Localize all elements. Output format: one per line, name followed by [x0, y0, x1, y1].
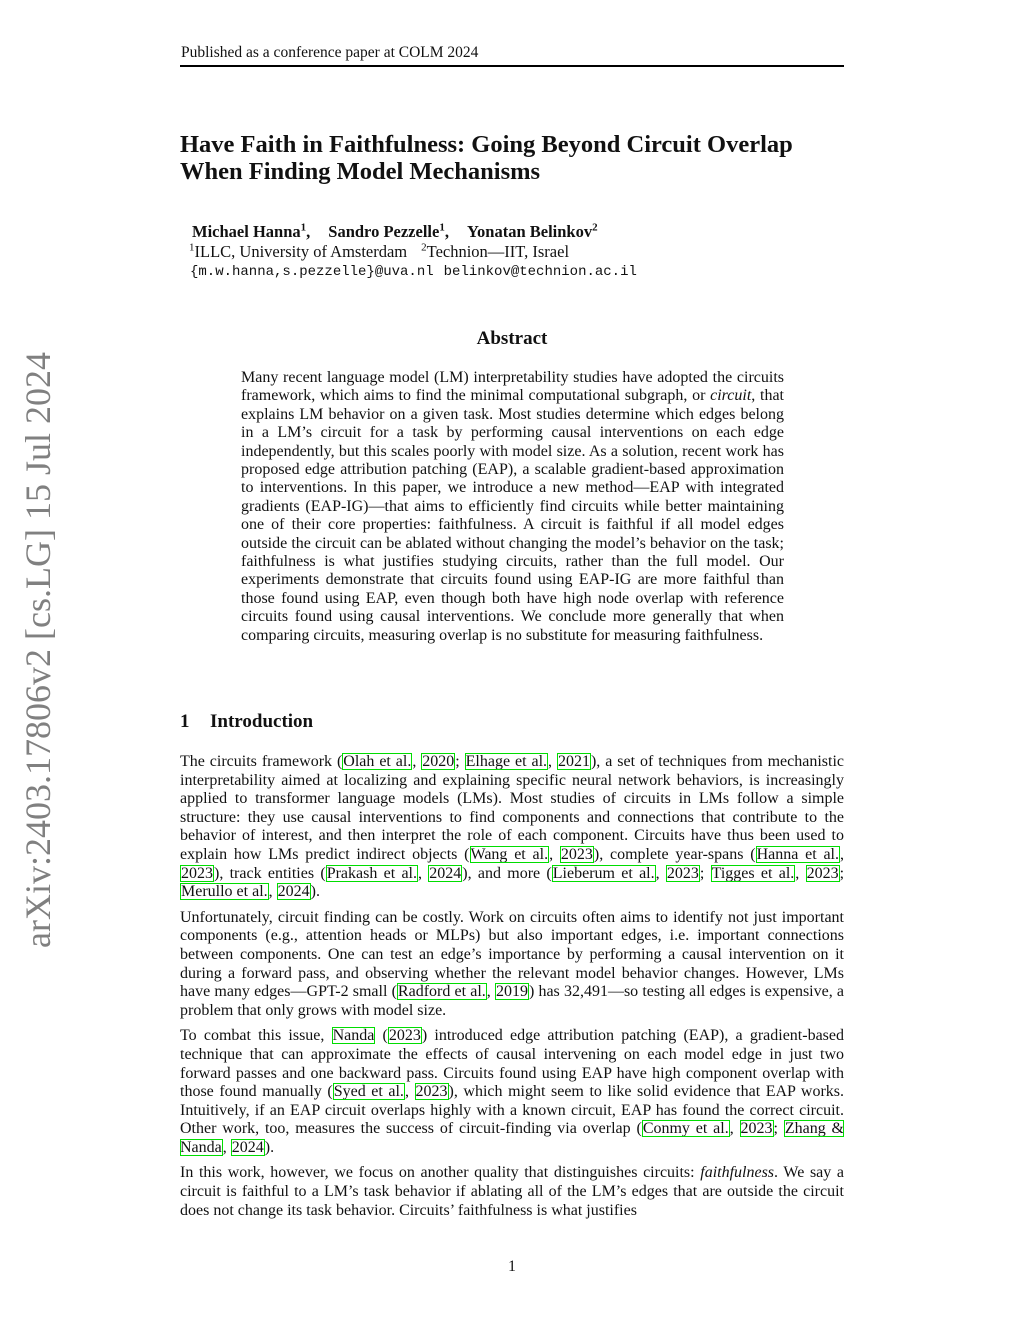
author-name: Sandro Pezzelle: [328, 222, 440, 241]
text: ,: [418, 864, 429, 882]
text: Unfortunately, circuit finding can be costly. Work on circuits often aims to identify not just important components (e.g., attention heads or MLPs) but also important edges, i.e. important connections between components. One can test an edge’s importance by performing a causal intervention on it during a forward pass, and observing whether the relevant model behavior changes. However, LMs have many edges—GPT-2 small (: [180, 908, 844, 1001]
citation-link[interactable]: Wang et al.: [470, 845, 549, 863]
page-number: 1: [508, 1258, 516, 1275]
text: ,: [548, 753, 557, 770]
text: ;: [773, 1120, 784, 1138]
text: In this work, however, we focus on another quality that distinguishes circuits:: [180, 1164, 701, 1182]
citation-link[interactable]: 2023: [181, 864, 213, 882]
paragraph: [180, 1164, 844, 1220]
text: ,: [412, 753, 422, 770]
citation-link[interactable]: 2023: [560, 845, 593, 863]
text: ), and more (: [462, 864, 552, 882]
citation-link[interactable]: 2019: [495, 983, 528, 1001]
citation-link[interactable]: 2023: [740, 1120, 773, 1138]
author-name: Michael Hanna: [192, 222, 301, 241]
abstract-heading: Abstract: [476, 328, 548, 349]
text: ) introduced edge attribution patching (EAP), a gradient-based technique that can approximate the effects of causal intervening on each model edge in just two forward passes and one backward pass. Circuits found using EAP have high component overlap with those found manually (: [180, 1027, 844, 1101]
section-heading: [180, 711, 313, 733]
author-names: Michael Hanna$^1$, Sandro Pezzelle$^1$, Yonatan Belinkov$^2$: [192, 221, 598, 241]
citation-link[interactable]: Prakash et al.: [326, 864, 417, 882]
author-affil-mark: 2: [592, 221, 598, 234]
text: ;: [455, 753, 465, 770]
citation-link[interactable]: Zhang & Nanda: [180, 1120, 845, 1156]
citation-link[interactable]: 2021: [557, 753, 590, 770]
italic-term: faithfulness: [700, 1164, 775, 1182]
text: ,: [404, 1083, 415, 1101]
section-number: 1: [180, 711, 190, 732]
text: ), track entities (: [214, 864, 326, 882]
citation-link[interactable]: 2024: [231, 1138, 264, 1156]
section-title: Introduction: [210, 711, 314, 732]
affil-mark: 2: [421, 241, 427, 254]
paragraph: [180, 753, 844, 902]
citation-link[interactable]: 2020: [422, 753, 455, 770]
text: ,: [655, 864, 666, 882]
paragraph: [180, 909, 844, 1021]
affil-mark: 1: [189, 241, 195, 254]
text: (: [375, 1027, 388, 1045]
citation-link[interactable]: Hanna et al.: [756, 845, 840, 863]
header-rule: [180, 65, 844, 67]
paper-title: [180, 131, 860, 185]
text: To combat this issue,: [180, 1027, 332, 1045]
text: ;: [699, 864, 711, 882]
email: {m.w.hanna,s.pezzelle}@uva.nl: [190, 264, 434, 280]
author-affil-mark: 1: [300, 221, 307, 234]
running-header: Published as a conference paper at COLM 2024: [181, 44, 479, 61]
affiliation: Technion—IIT, Israel: [426, 242, 570, 261]
author-name: Yonatan Belinkov: [466, 222, 593, 241]
email: belinkov@technion.ac.il: [443, 264, 637, 280]
arxiv-identifier: arXiv:2403.17806v2 [cs.LG] 15 Jul 2024: [18, 352, 58, 948]
text: ).: [310, 883, 320, 901]
text: ,: [549, 845, 560, 863]
citation-link[interactable]: Lieberum et al.: [552, 864, 655, 882]
citation-link[interactable]: 2023: [806, 864, 839, 882]
title-line-1: Have Faith in Faithfulness: Going Beyond Circuit Overlap: [180, 131, 793, 158]
introduction-body: [180, 753, 844, 1227]
text: ), a set of techniques from mechanistic interpretability aimed at localizing and explaining specific neural network behaviors, is increasingly applied to transformer language models (LMs). Most studies of circuits in LMs follow a simple structure: they use causal interventions to find components and connections that contribute to the behavior of interest, and then interpret the role of each component. Circuits have thus been used to explain how LMs predict indirect objects (: [180, 753, 845, 863]
text: ) has 32,491—so testing all edges is expensive, a problem that only grows with model size.: [180, 983, 844, 1019]
abstract-text-part: , that explains LM behavior on a given task. Most studies determine which edges belong in a LM’s circuit for a task by performing causal interventions on each edge independently, but this scales poorly with model size. As a solution, recent work has proposed edge attribution patching (EAP), a scalable gradient-based approximation to interventions. In this paper, we introduce a new method—EAP with integrated gradients (EAP-IG)—that aims to efficiently find circuits while better maintaining one of their core properties: faithfulness. A circuit is faithful if all model edges outside the circuit can be ablated without changing the model’s behavior on the task; faithfulness is what justifies studying circuits, rather than the full model. Our experiments demonstrate that circuits found using EAP-IG are more faithful than those found using EAP, even though both have high node overlap with reference circuits found using causal interventions. We conclude more generally that when comparing circuits, measuring overlap is no substitute for measuring faithfulness.: [241, 387, 784, 644]
citation-link[interactable]: Merullo et al.: [181, 883, 268, 901]
text: . We say a circuit is faithful to a LM’s task behavior if ablating all of the LM’s edges that are outside the circuit does not change its task behavior. Circuits’ faithfulness is what justifies: [180, 1164, 845, 1219]
citation-link[interactable]: Syed et al.: [333, 1083, 404, 1101]
citation-link[interactable]: Nanda: [332, 1027, 375, 1045]
text: ;: [839, 864, 845, 882]
title-line-2: When Finding Model Mechanisms: [180, 158, 541, 185]
abstract-text-part: Many recent language model (LM) interpretability studies have adopted the circuits framework, which aims to find the minimal computational subgraph, or: [241, 369, 784, 405]
text: ,: [795, 864, 806, 882]
text: The circuits framework (: [180, 753, 343, 770]
text: ,: [486, 983, 495, 1001]
citation-link[interactable]: 2023: [388, 1027, 421, 1045]
text: ), which might seem to like solid evidence that EAP works. Intuitively, if an EAP circuit overlaps highly with a known circuit, EAP has found the correct circuit. Other work, too, measures the success of circuit-finding via overlap (: [180, 1083, 845, 1138]
text: ,: [268, 883, 277, 901]
paragraph: [180, 1027, 844, 1157]
abstract-italic-term: circuit: [710, 387, 752, 405]
emails: [190, 262, 812, 282]
citation-link[interactable]: 2023: [666, 864, 699, 882]
affiliations: [189, 242, 812, 262]
citation-link[interactable]: Elhage et al.: [465, 753, 548, 770]
citation-link[interactable]: 2024: [277, 883, 310, 901]
citation-link[interactable]: Conmy et al.: [642, 1120, 729, 1138]
text: ,: [840, 845, 845, 863]
text: ), complete year-spans (: [593, 845, 756, 863]
citation-link[interactable]: Tigges et al.: [711, 864, 795, 882]
text: ).: [264, 1138, 275, 1156]
text: ,: [222, 1138, 231, 1156]
abstract-text: [241, 369, 784, 645]
citation-link[interactable]: 2023: [415, 1083, 448, 1101]
citation-link[interactable]: Radford et al.: [397, 983, 486, 1001]
author-block: [189, 221, 812, 282]
text: ,: [729, 1120, 740, 1138]
citation-link[interactable]: Olah et al.: [343, 753, 412, 770]
citation-link[interactable]: 2024: [429, 864, 462, 882]
author-affil-mark: 1: [439, 221, 445, 234]
affiliation: ILLC, University of Amsterdam: [194, 242, 408, 261]
